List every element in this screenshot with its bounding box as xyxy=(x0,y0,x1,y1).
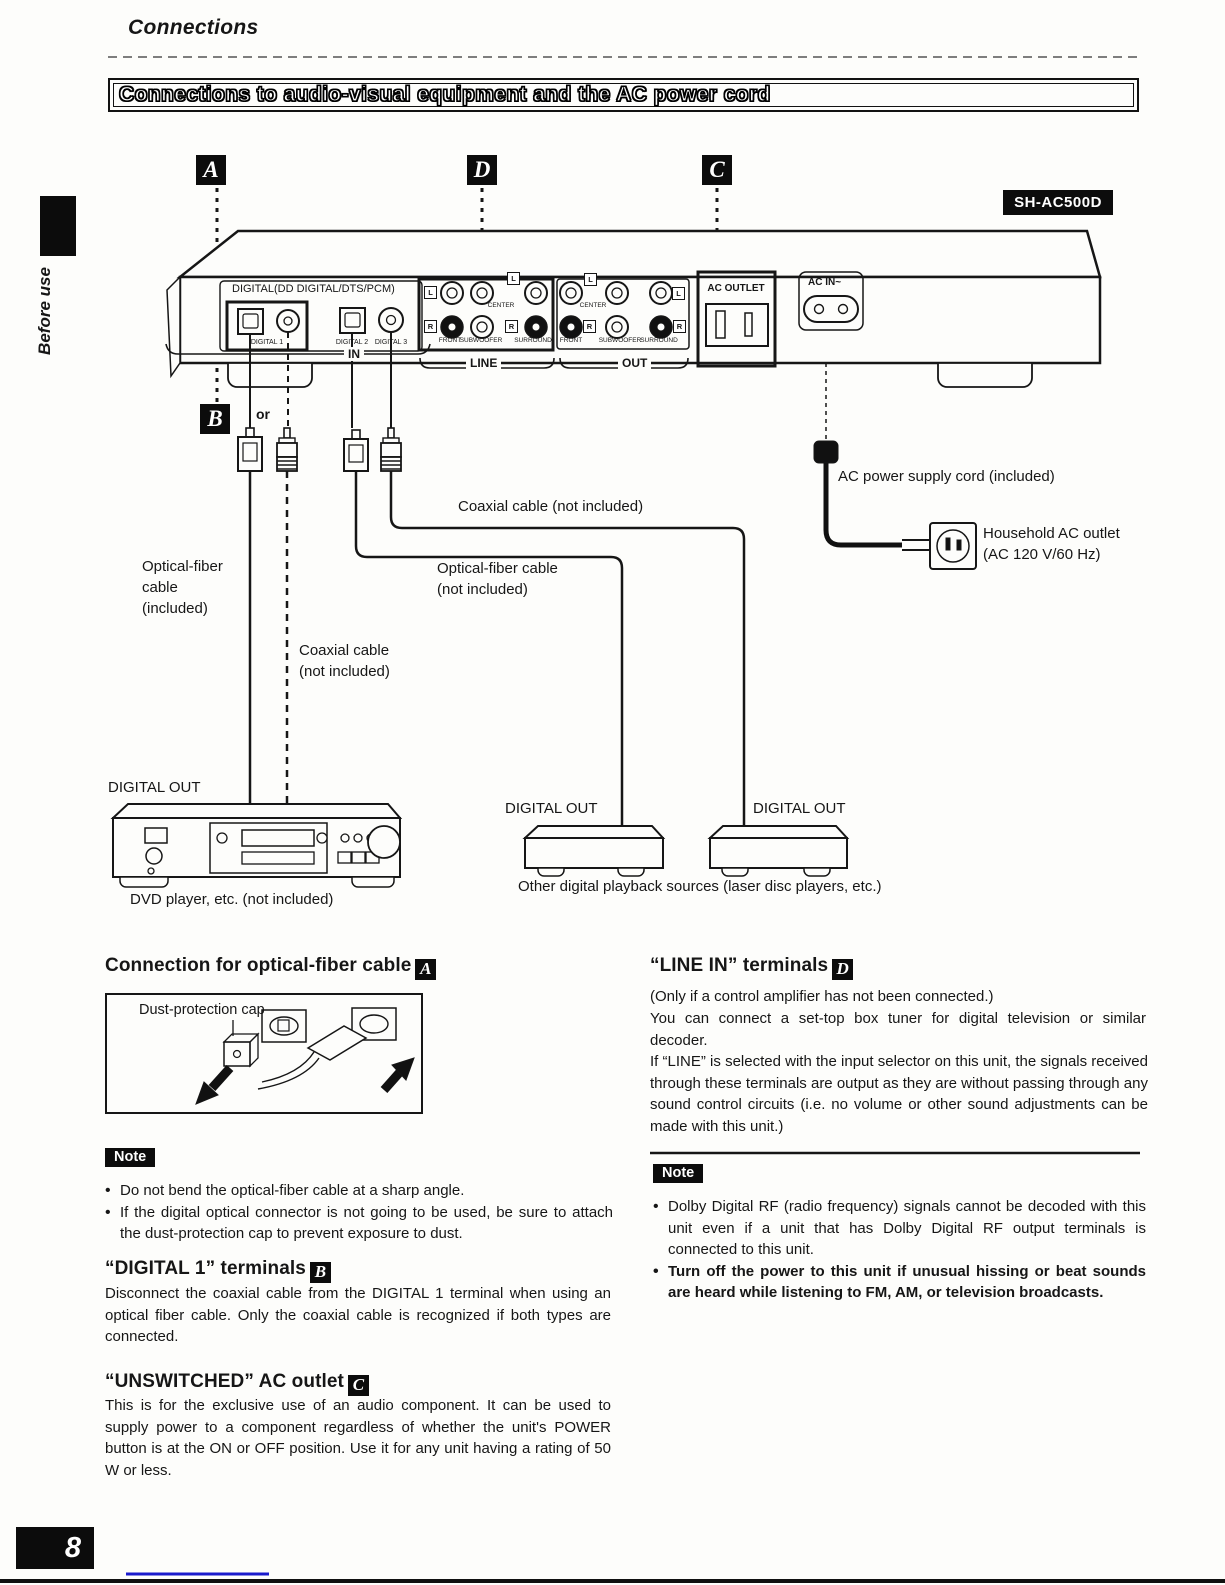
or-label: or xyxy=(256,406,270,422)
line-bracket-label: LINE xyxy=(466,356,501,370)
linein-p2: You can connect a set-top box tuner for digital television or similar decoder. xyxy=(650,1010,1146,1049)
model-badge: SH-AC500D xyxy=(1003,190,1113,215)
marker-c-inline: C xyxy=(348,1375,369,1396)
optical-inc-label-2: cable xyxy=(142,579,178,596)
digital1-section-body: Disconnect the coaxial cable from the DIGITAL 1 terminal when using an optical fiber cable. Only the coaxial cable is recognized if both types are connected. xyxy=(105,1285,611,1345)
line-front-l-tag: L xyxy=(424,286,437,299)
note-badge-left: Note xyxy=(105,1148,155,1167)
marker-b: B xyxy=(200,404,230,434)
out-surround-r-tag: R xyxy=(673,320,686,333)
sidebar-label: Before use xyxy=(35,267,54,355)
ac-cord-label: AC power supply cord (included) xyxy=(838,468,1055,485)
line-front-label: FRONT xyxy=(438,337,462,344)
out-surround-l-tag: L xyxy=(672,287,685,300)
digital1-section-heading xyxy=(105,1258,331,1283)
power-cord xyxy=(814,441,976,569)
note-left-item-2: • If the digital optical connector is not going to be used, be sure to attach the dust-protection cap to prevent exposure to dust. xyxy=(105,1202,613,1245)
digital-out-label-src2: DIGITAL OUT xyxy=(753,800,846,817)
optical-inc-label-1: Optical-fiber xyxy=(142,558,223,575)
sources-caption: Other digital playback sources (laser disc players, etc.) xyxy=(518,878,882,895)
digital1-label: DIGITAL 1 xyxy=(250,339,284,346)
dvd-caption: DVD player, etc. (not included) xyxy=(130,891,334,908)
section-banner xyxy=(108,78,1139,112)
digital-out-label-src1: DIGITAL OUT xyxy=(505,800,598,817)
note-left-list xyxy=(105,1180,613,1245)
out-bracket-label: OUT xyxy=(618,356,651,370)
page-number-badge: 8 xyxy=(16,1527,94,1569)
note-right-list xyxy=(653,1196,1146,1304)
page-title: Connections xyxy=(128,16,259,39)
household-outlet-label-1: Household AC outlet xyxy=(983,525,1120,542)
source-boxes xyxy=(525,826,847,876)
banner-text: Connections to audio-visual equipment and the AC power cord xyxy=(119,83,771,106)
optical-nin-label-1: Optical-fiber cable xyxy=(437,560,558,577)
note-right-item-2: • Turn off the power to this unit if unusual hissing or beat sounds are heard while listening to FM, AM, or television broadcasts. xyxy=(653,1261,1146,1304)
household-outlet-icon xyxy=(930,523,976,569)
unswitched-heading-text: “UNSWITCHED” AC outlet xyxy=(105,1371,344,1392)
coax-cable-not-included xyxy=(391,471,744,832)
optical-plug-1 xyxy=(238,428,262,471)
in-bracket-label: IN xyxy=(344,347,364,361)
out-surround-label: SURROUND xyxy=(640,337,678,344)
ac-outlet-label: AC OUTLET xyxy=(707,283,765,294)
optical-section-heading xyxy=(105,955,436,980)
marker-a-inline: A xyxy=(415,959,436,980)
note-right-item-1: • Dolby Digital RF (radio frequency) signals cannot be decoded with this unit even if a unit that has Dolby Digital RF output terminals is connected to this unit. xyxy=(653,1196,1146,1261)
optical-cable-not-included xyxy=(356,471,622,832)
coax-left-label-1: Coaxial cable xyxy=(299,642,390,659)
optical-heading-text: Connection for optical-fiber cable xyxy=(105,955,412,976)
digital-out-label-dvd: DIGITAL OUT xyxy=(108,779,201,796)
linein-p3: If “LINE” is selected with the input selector on this unit, the signals received through these terminals are output as they are without passing through any sound control circuits (i.e. no volume or other sound adjustments can be made with this unit.) xyxy=(650,1053,1148,1135)
coax-plug-1 xyxy=(277,428,297,471)
unswitched-section-heading xyxy=(105,1371,369,1396)
marker-d-inline: D xyxy=(832,959,853,980)
unswitched-section-body: This is for the exclusive use of an audio component. It can be used to supply power to a component regardless of whether the unit's POWER button is at the ON or OFF position. Use it for any unit having a rating of 50 W or less. xyxy=(105,1397,611,1479)
digital1-heading-text: “DIGITAL 1” terminals xyxy=(105,1258,306,1279)
note-left xyxy=(105,1148,155,1167)
marker-b-inline: B xyxy=(310,1262,331,1283)
dvd-player xyxy=(113,804,400,887)
note-right xyxy=(653,1164,703,1183)
line-surround-l-tag: L xyxy=(507,272,520,285)
marker-c: C xyxy=(702,155,732,185)
line-surround-label: SURROUND xyxy=(514,337,552,344)
coax-cable-top-label: Coaxial cable (not included) xyxy=(458,498,644,515)
optical-plug-2 xyxy=(344,430,368,471)
linein-p1: (Only if a control amplifier has not been connected.) xyxy=(650,988,994,1005)
optical-nin-label-2: (not included) xyxy=(437,581,528,598)
note-left-item-1: • Do not bend the optical-fiber cable at a sharp angle. xyxy=(105,1180,613,1202)
coax-plug-2 xyxy=(381,428,401,471)
out-center-label: CENTER xyxy=(579,302,607,309)
line-surround-r-tag: R xyxy=(505,320,518,333)
out-subwoofer-label: SUBWOOFER xyxy=(598,337,642,344)
cord-plug xyxy=(814,441,838,463)
digital2-label: DIGITAL 2 xyxy=(335,339,369,346)
optical-inc-label-3: (included) xyxy=(142,600,208,617)
linein-section-heading xyxy=(650,955,853,980)
digital-group-label: DIGITAL(DD DIGITAL/DTS/PCM) xyxy=(232,283,395,295)
line-subwoofer-label: SUBWOOFER xyxy=(459,337,503,344)
line-front-r-tag: R xyxy=(424,320,437,333)
dust-cap-label: Dust-protection cap xyxy=(139,1002,265,1018)
out-front-label: FRONT xyxy=(559,337,583,344)
line-center-label: CENTER xyxy=(487,302,515,309)
digital3-label: DIGITAL 3 xyxy=(374,339,408,346)
ac-in-label: AC IN~ xyxy=(808,277,842,288)
marker-d: D xyxy=(467,155,497,185)
coax-left-label-2: (not included) xyxy=(299,663,390,680)
note-badge-right: Note xyxy=(653,1164,703,1183)
marker-a: A xyxy=(196,155,226,185)
linein-heading-text: “LINE IN” terminals xyxy=(650,955,829,976)
household-outlet-label-2: (AC 120 V/60 Hz) xyxy=(983,546,1101,563)
dust-cap-box xyxy=(105,993,423,1114)
out-center-l-tag: L xyxy=(584,273,597,286)
out-front-r-tag: R xyxy=(583,320,596,333)
